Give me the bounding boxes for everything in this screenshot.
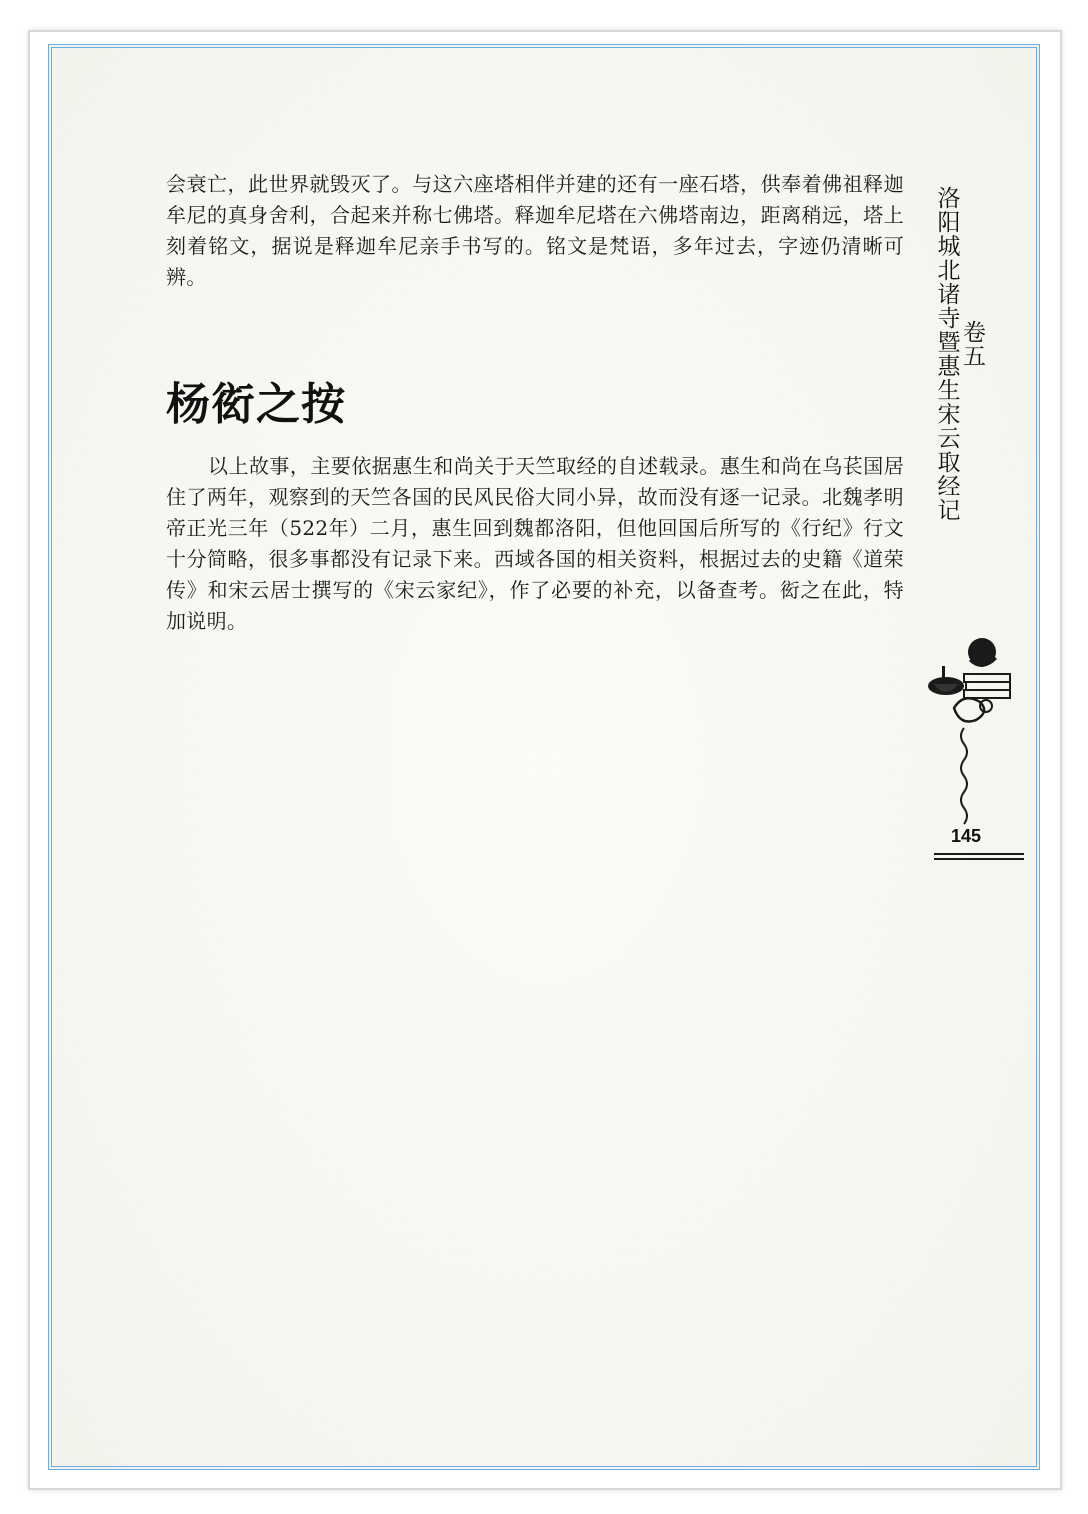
body-paragraph-2: 以上故事，主要依据惠生和尚关于天竺取经的自述载录。惠生和尚在乌苌国居住了两年，观察到的天竺各国的民风民俗大同小异，故而没有逐一记录。北魏孝明帝正光三年（522年）二月，惠生回到魏都洛阳，但他回国后所写的《行纪》行文十分简略，很多事都没有记录下来。西域各国的相关资料，根据过去的史籍《道荣传》和宋云居士撰写的《宋云家纪》，作了必要的补充，以备查考。衒之在此，特加说明。	[166, 454, 904, 633]
page-number-rule	[934, 852, 1024, 862]
scholar-with-books-icon	[924, 628, 1020, 828]
section-heading: 杨衒之按	[166, 379, 346, 430]
page-number: 145	[950, 826, 982, 846]
volume-label: 卷五	[959, 320, 985, 368]
body-paragraph-1: 会衰亡，此世界就毁灭了。与这六座塔相伴并建的还有一座石塔，供奉着佛祖释迦牟尼的真身舍利，合起来并称七佛塔。释迦牟尼塔在六佛塔南边，距离稍远，塔上刻着铭文，据说是释迦牟尼亲手书写的。铭文是梵语，多年过去，字迹仍清晰可辨。	[166, 172, 904, 289]
running-head	[933, 186, 985, 522]
chapter-title: 洛阳城北诸寺暨惠生宋云取经记	[933, 186, 960, 522]
